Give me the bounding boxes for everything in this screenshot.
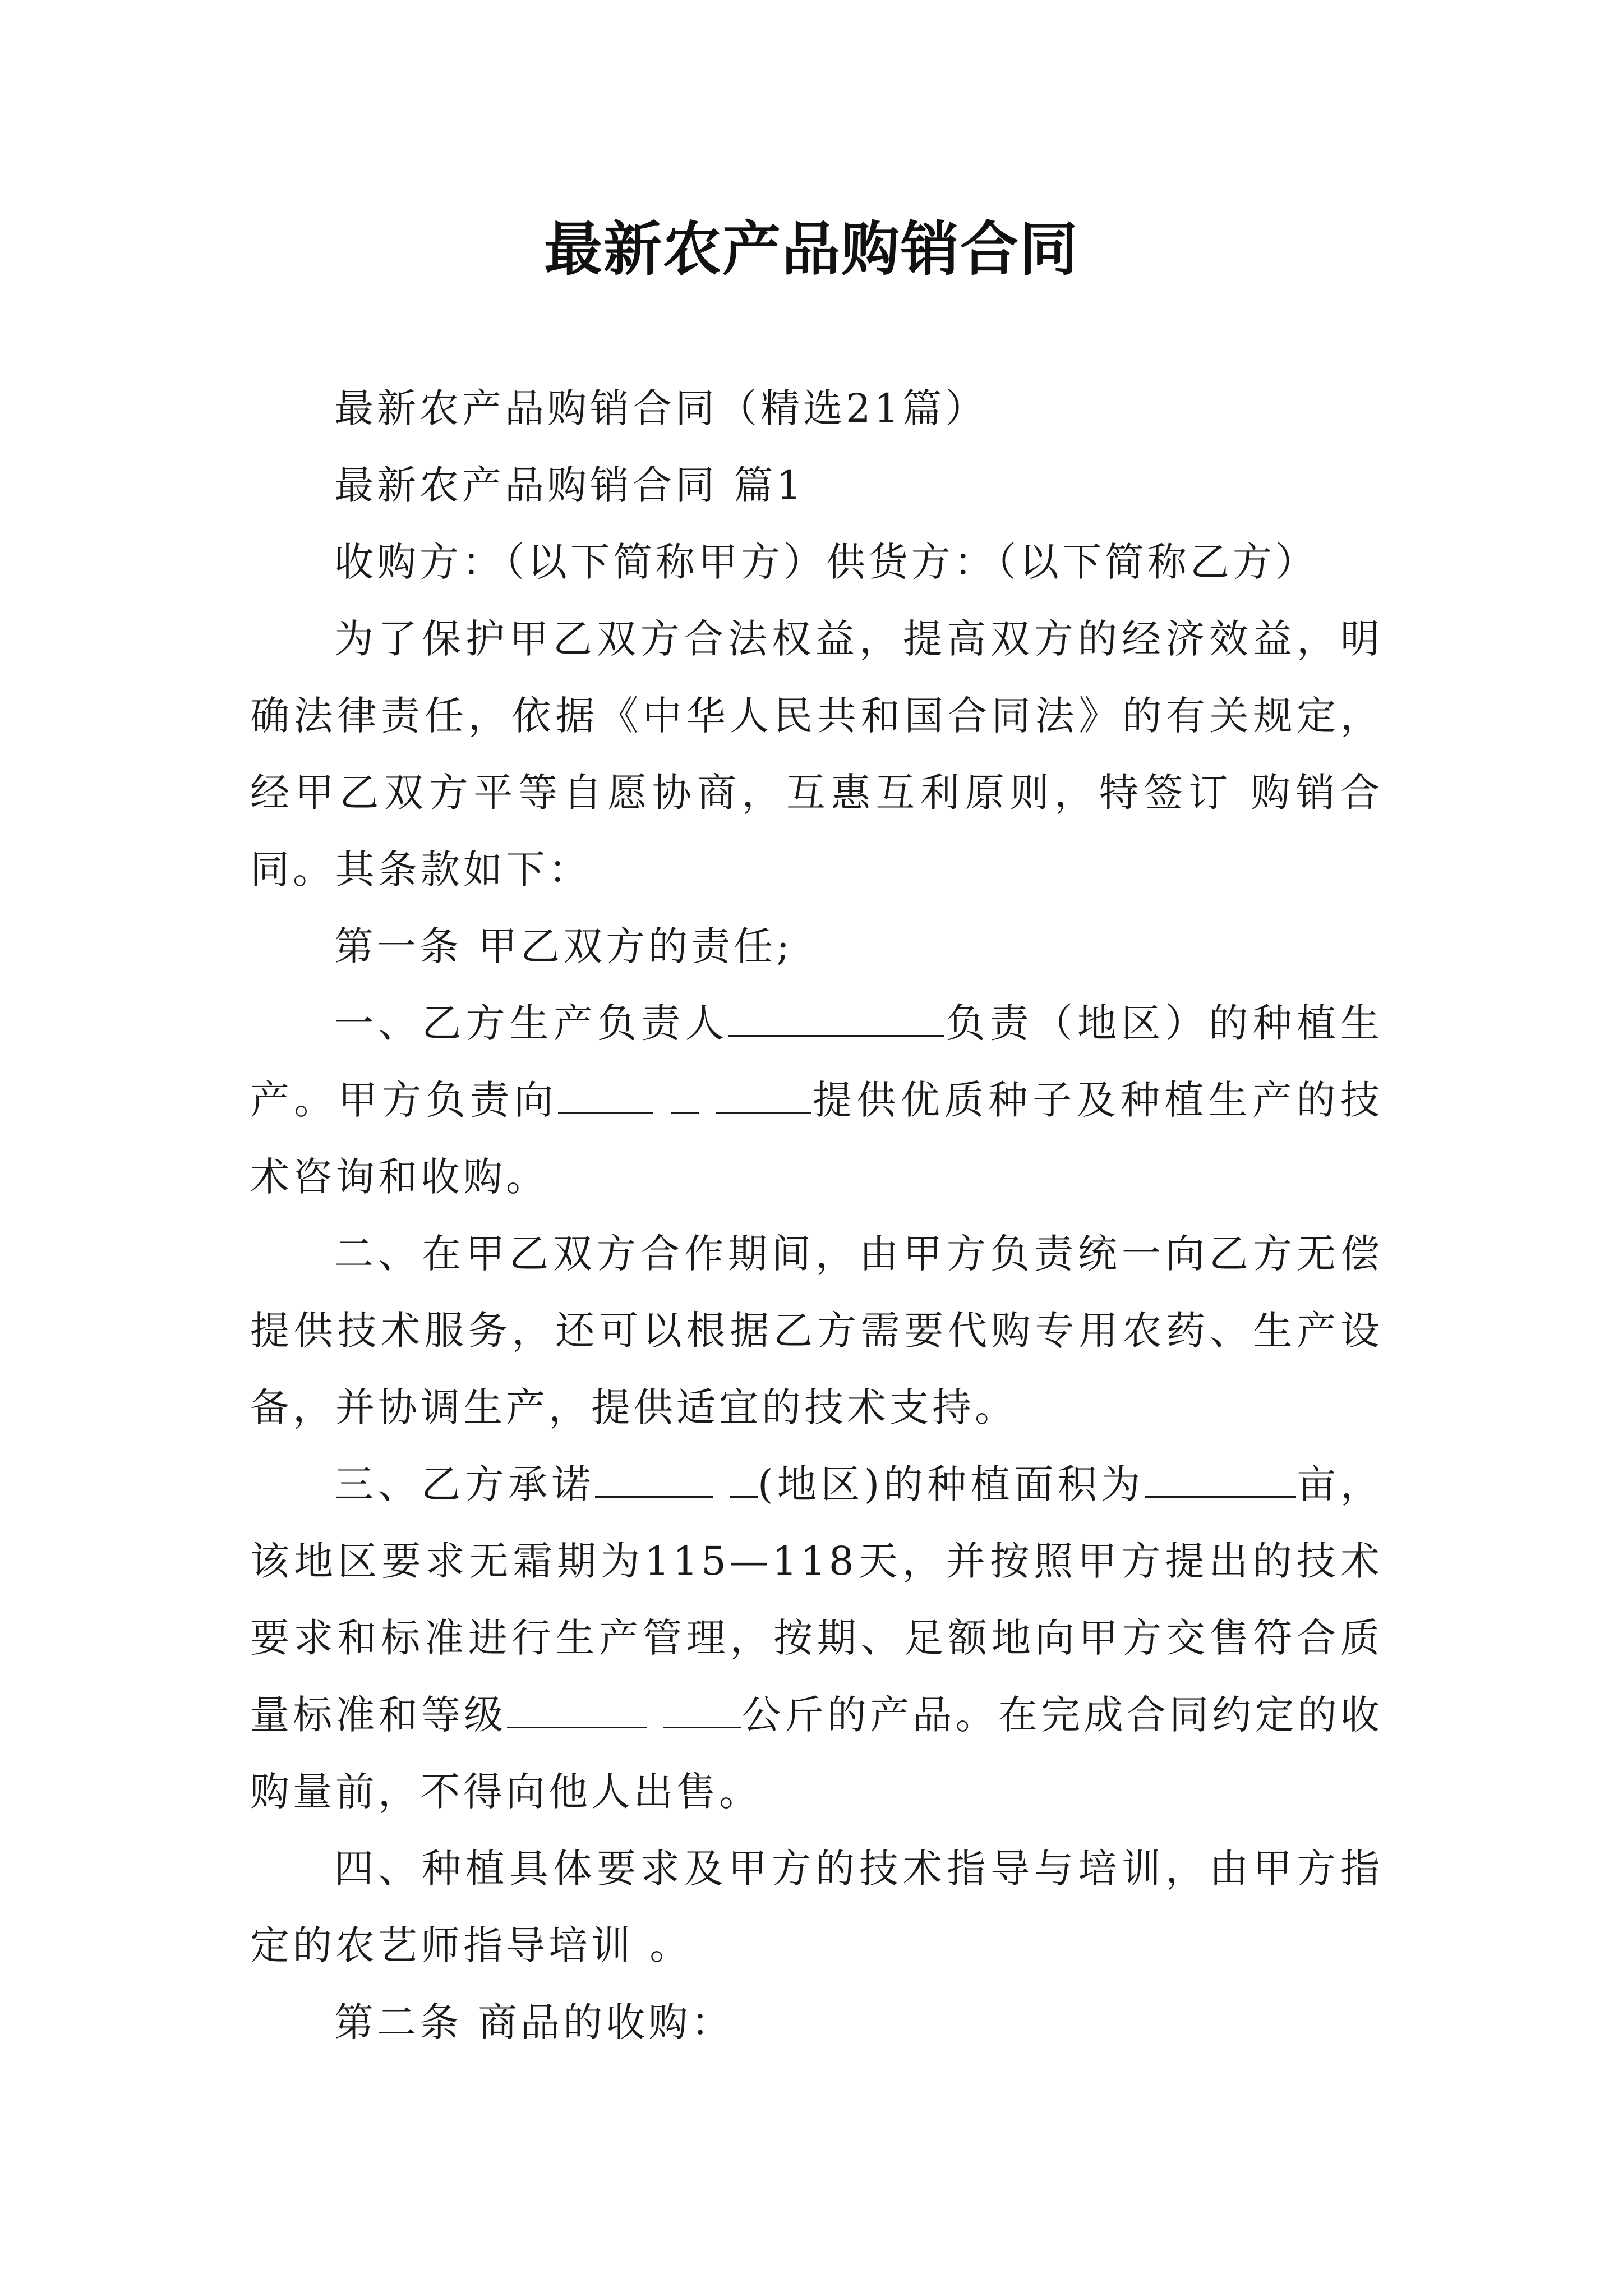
article-2-heading: 第二条 商品的收购： — [334, 1999, 734, 2045]
parties-line: 收购方：（以下简称甲方）供货方：（以下简称乙方） — [334, 539, 1318, 585]
blank-field — [595, 1460, 713, 1498]
clause-4: 四、种植具体要求及甲方的技术指导与培训，由甲方指定的农艺师指导培训 。 — [250, 1846, 1383, 1968]
clause-2: 二、在甲乙双方合作期间，由甲方负责统一向乙方无偿提供技术服务，还可以根据乙方需要代购专用农药、生产设备，并协调生产，提供适宜的技术支持。 — [250, 1231, 1383, 1430]
clause-1-text-c: 提供优质种子及种植生产的技术咨询和收购。 — [250, 1077, 1383, 1200]
blank-field — [716, 1076, 811, 1114]
clause-3-text-d: 公斤的产品。在完成合同约定的收购量前，不得向他人出售。 — [250, 1692, 1384, 1815]
blank-field — [671, 1076, 699, 1114]
document-body — [250, 370, 1383, 2061]
clause-3-text-c: 亩，该地区要求无霜期为115—118天，并按照甲方提出的技术要求和标准进行生产管理，按期、足额地向甲方交售符合质量标准和等级 — [250, 1461, 1384, 1738]
blank-field — [728, 999, 944, 1037]
clause-3 — [250, 1446, 1383, 1830]
blank-field — [730, 1460, 758, 1498]
blank-field — [663, 1691, 741, 1728]
subtitle: 最新农产品购销合同（精选21篇） — [334, 385, 988, 431]
blank-field — [1145, 1460, 1296, 1498]
clause-3-text-b: (地区)的种植面积为 — [758, 1461, 1145, 1507]
clause-1 — [250, 985, 1383, 1216]
intro-paragraph: 为了保护甲乙双方合法权益，提高双方的经济效益，明确法律责任，依据《中华人民共和国合同法》的有关规定，经甲乙双方平等自愿协商，互惠互利原则，特签订 购销合同。其条款如下： — [250, 616, 1383, 892]
clause-1-text-b: 负责（地区）的种植生产。甲方负责向 — [250, 1000, 1384, 1123]
blank-field — [507, 1691, 647, 1728]
clause-3-text-a: 三、乙方承诺 — [334, 1461, 596, 1507]
article-1-heading: 第一条 甲乙双方的责任; — [334, 923, 793, 969]
blank-field — [558, 1076, 653, 1114]
section-heading: 最新农产品购销合同 篇1 — [334, 462, 805, 508]
clause-1-text-a: 一、乙方生产负责人 — [334, 1000, 729, 1046]
document-title: 最新农产品购销合同 — [543, 215, 1079, 283]
